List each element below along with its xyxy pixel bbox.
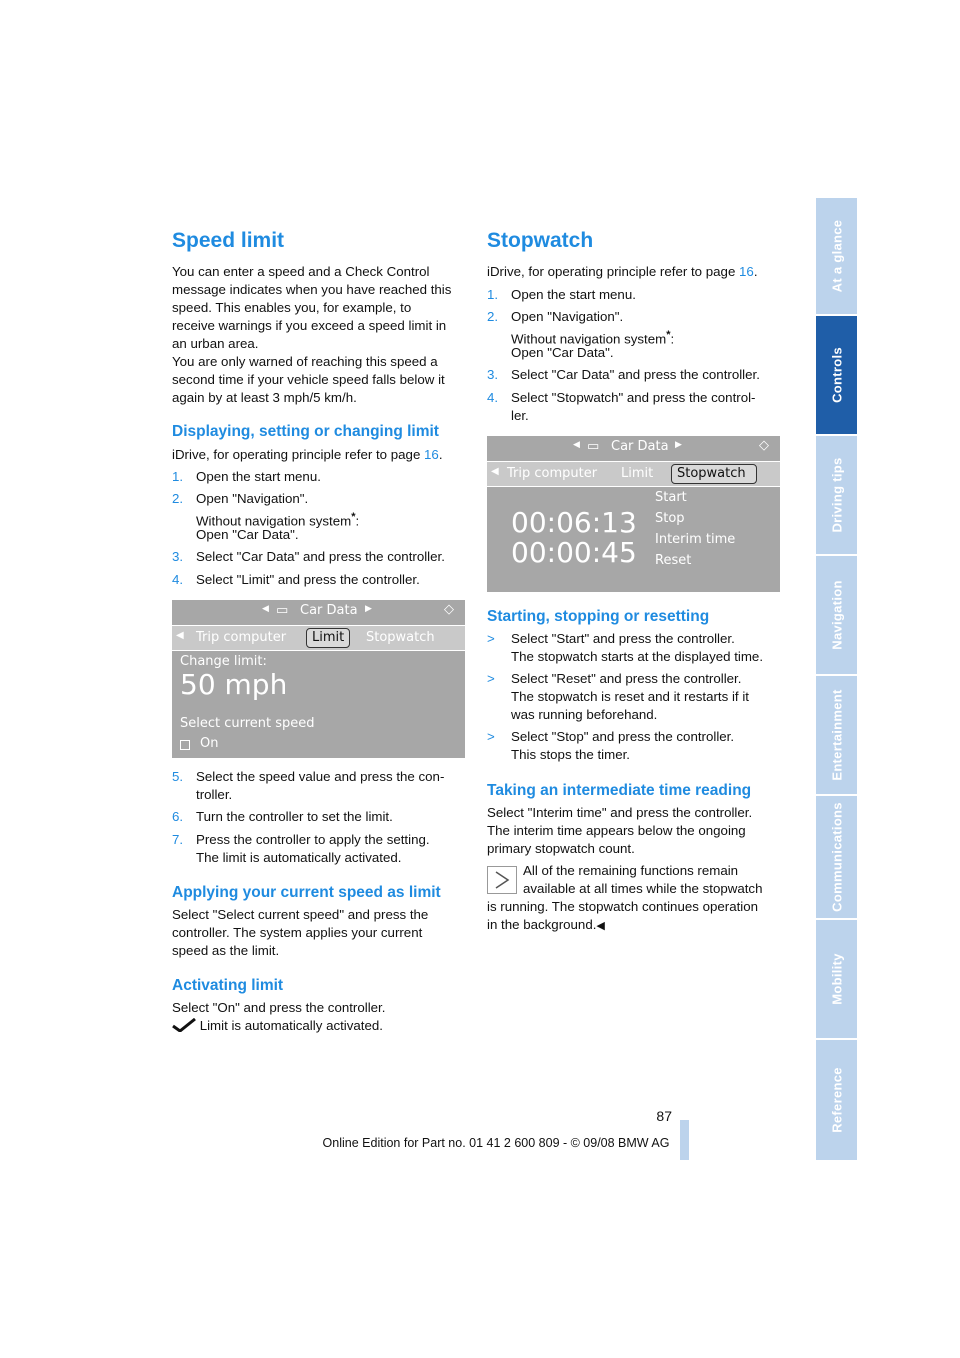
section-title-stopwatch: Stopwatch (487, 229, 594, 252)
arrow-left-icon: ◀ (491, 466, 499, 477)
screen-menu-bar: ◀ Trip computer Limit Stopwatch (172, 625, 465, 651)
tab-reference[interactable]: Reference (816, 1040, 857, 1160)
screen-top-bar: ◀ ▭ Car Data ▶ ◇ (573, 438, 769, 454)
limit-value: 50 mph (180, 668, 288, 701)
subheading-display-limit: Displaying, setting or changing limit (172, 423, 439, 440)
stopwatch-time-primary: 00:06:13 (511, 506, 637, 539)
note-last-line: in the background.◀ (487, 917, 605, 932)
diamond-icon: ◇ (444, 602, 454, 617)
tab-communications[interactable]: Communications (816, 796, 857, 918)
footer-edition: Online Edition for Part no. 01 41 2 600 809 - © 09/08 BMW AG (322, 1136, 670, 1150)
limit-screen-image: ◀ ▭ Car Data ▶ ◇ ◀ Trip computer Limit Stopwatch Change limit: 50 mph Select current speed On (172, 600, 465, 758)
tab-controls[interactable]: Controls (816, 316, 857, 434)
screen-menu-bar: ◀ Trip computer Limit Stopwatch (487, 461, 780, 487)
tab-entertainment[interactable]: Entertainment (816, 676, 857, 794)
stopwatch-time-interim: 00:00:45 (511, 536, 637, 569)
tab-at-a-glance[interactable]: At a glance (816, 198, 857, 314)
activated-line: Limit is automatically activated. (172, 1017, 383, 1035)
diamond-icon: ◇ (759, 438, 769, 453)
end-mark-icon: ◀ (596, 920, 605, 932)
computer-icon: ▭ (587, 439, 600, 454)
checkmark-icon (172, 1018, 196, 1032)
arrow-left-icon: ◀ (176, 630, 184, 641)
stopwatch-idrive-reference: iDrive, for operating principle refer to page 16. (487, 264, 758, 279)
page-link[interactable]: 16 (424, 447, 439, 462)
subheading-activating-limit: Activating limit (172, 977, 284, 994)
subheading-apply-current-speed: Applying your current speed as limit (172, 884, 441, 901)
idrive-reference: iDrive, for operating principle refer to page 16. (172, 447, 443, 462)
checkbox-icon (180, 740, 190, 750)
tab-mobility[interactable]: Mobility (816, 920, 857, 1038)
subheading-intermediate-time: Taking an intermediate time reading (487, 782, 752, 799)
screen-top-bar: ◀ ▭ Car Data ▶ ◇ (262, 602, 454, 618)
page-number: 87 (656, 1108, 672, 1124)
tab-navigation[interactable]: Navigation (816, 556, 857, 674)
note-icon (487, 866, 517, 894)
computer-icon: ▭ (276, 603, 289, 618)
stopwatch-screen-image: ◀ ▭ Car Data ▶ ◇ ◀ Trip computer Limit Stopwatch 00:06:13 00:00:45 Start Stop Interim time Reset (487, 436, 780, 592)
chapter-tabs (816, 198, 857, 1160)
section-title-speed-limit: Speed limit (172, 229, 285, 252)
subheading-start-stop-reset: Starting, stopping or resetting (487, 608, 710, 625)
page-link[interactable]: 16 (739, 264, 754, 279)
tab-driving-tips[interactable]: Driving tips (816, 436, 857, 554)
